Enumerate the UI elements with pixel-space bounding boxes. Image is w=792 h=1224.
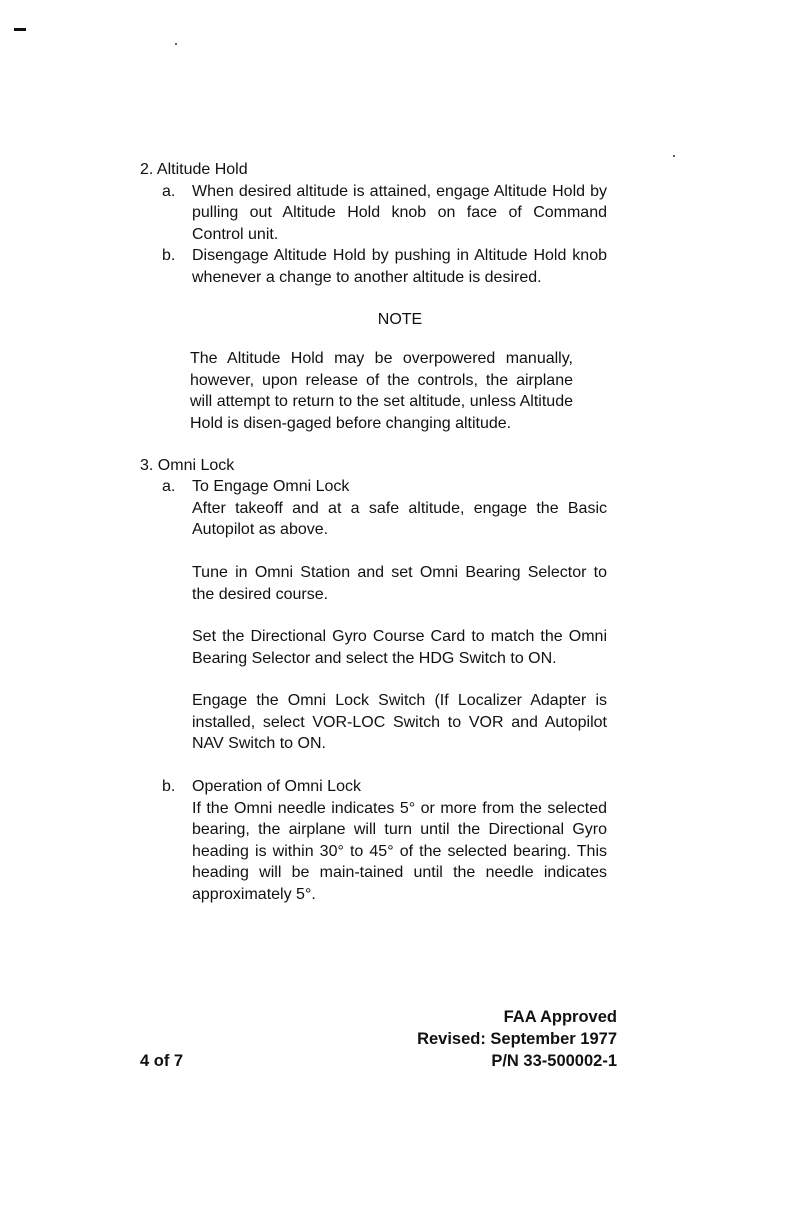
section-title: 2. Altitude Hold xyxy=(140,161,248,178)
section-title: 3. Omni Lock xyxy=(140,456,235,474)
item-text: If the Omni needle indicates 5° or more from the selected bearing, the airplane will turn until the Directional Gyro heading is within 30° to 45° of the selected bearing. This heading will be main-tained until the needle indicates approximately 5°. xyxy=(192,799,607,904)
faa-approval: FAA Approved xyxy=(503,1008,617,1026)
note-title: NOTE xyxy=(377,310,423,328)
item-letter: a. xyxy=(162,182,176,200)
page-footer xyxy=(140,1006,617,1072)
item-heading: To Engage Omni Lock xyxy=(192,478,350,496)
section-altitude-hold xyxy=(140,159,620,435)
item-paragraph: Tune in Omni Station and set Omni Bearing Selector to the desired course. xyxy=(192,563,607,603)
list-item xyxy=(140,181,620,246)
page-number: 4 of 7 xyxy=(140,1052,184,1070)
item-text: When desired altitude is attained, engage Altitude Hold by pulling out Altitude Hold knob on face of Command Control unit. xyxy=(192,182,607,243)
item-letter: b. xyxy=(162,247,176,265)
section-omni-lock xyxy=(140,455,620,906)
item-paragraph: After takeoff and at a safe altitude, engage the Basic Autopilot as above. xyxy=(192,499,607,539)
item-paragraph: Engage the Omni Lock Switch (If Localizer Adapter is installed, select VOR-LOC Switch to VOR and Autopilot NAV Switch to ON. xyxy=(192,692,607,753)
item-letter: b. xyxy=(162,778,176,796)
scan-speck xyxy=(673,155,675,157)
document-body xyxy=(140,159,620,906)
item-letter: a. xyxy=(162,478,176,496)
list-item xyxy=(140,776,620,906)
page-edge-mark xyxy=(14,28,26,31)
item-paragraph: Set the Directional Gyro Course Card to match the Omni Bearing Selector and select the HDG Switch to ON. xyxy=(192,628,607,667)
part-number: P/N 33-500002-1 xyxy=(491,1052,617,1070)
scan-speck xyxy=(175,43,177,45)
note-text: The Altitude Hold may be overpowered manually, however, upon release of the controls, the airplane will attempt to return to the set altitude, unless Altitude Hold is disen-gaged before changing altitude. xyxy=(190,350,573,432)
item-heading: Operation of Omni Lock xyxy=(192,778,361,796)
list-item xyxy=(140,245,620,288)
list-item xyxy=(140,476,620,755)
revision-date: Revised: September 1977 xyxy=(417,1030,617,1048)
item-text: Disengage Altitude Hold by pushing in Altitude Hold knob whenever a change to another altitude is desired. xyxy=(192,247,607,286)
